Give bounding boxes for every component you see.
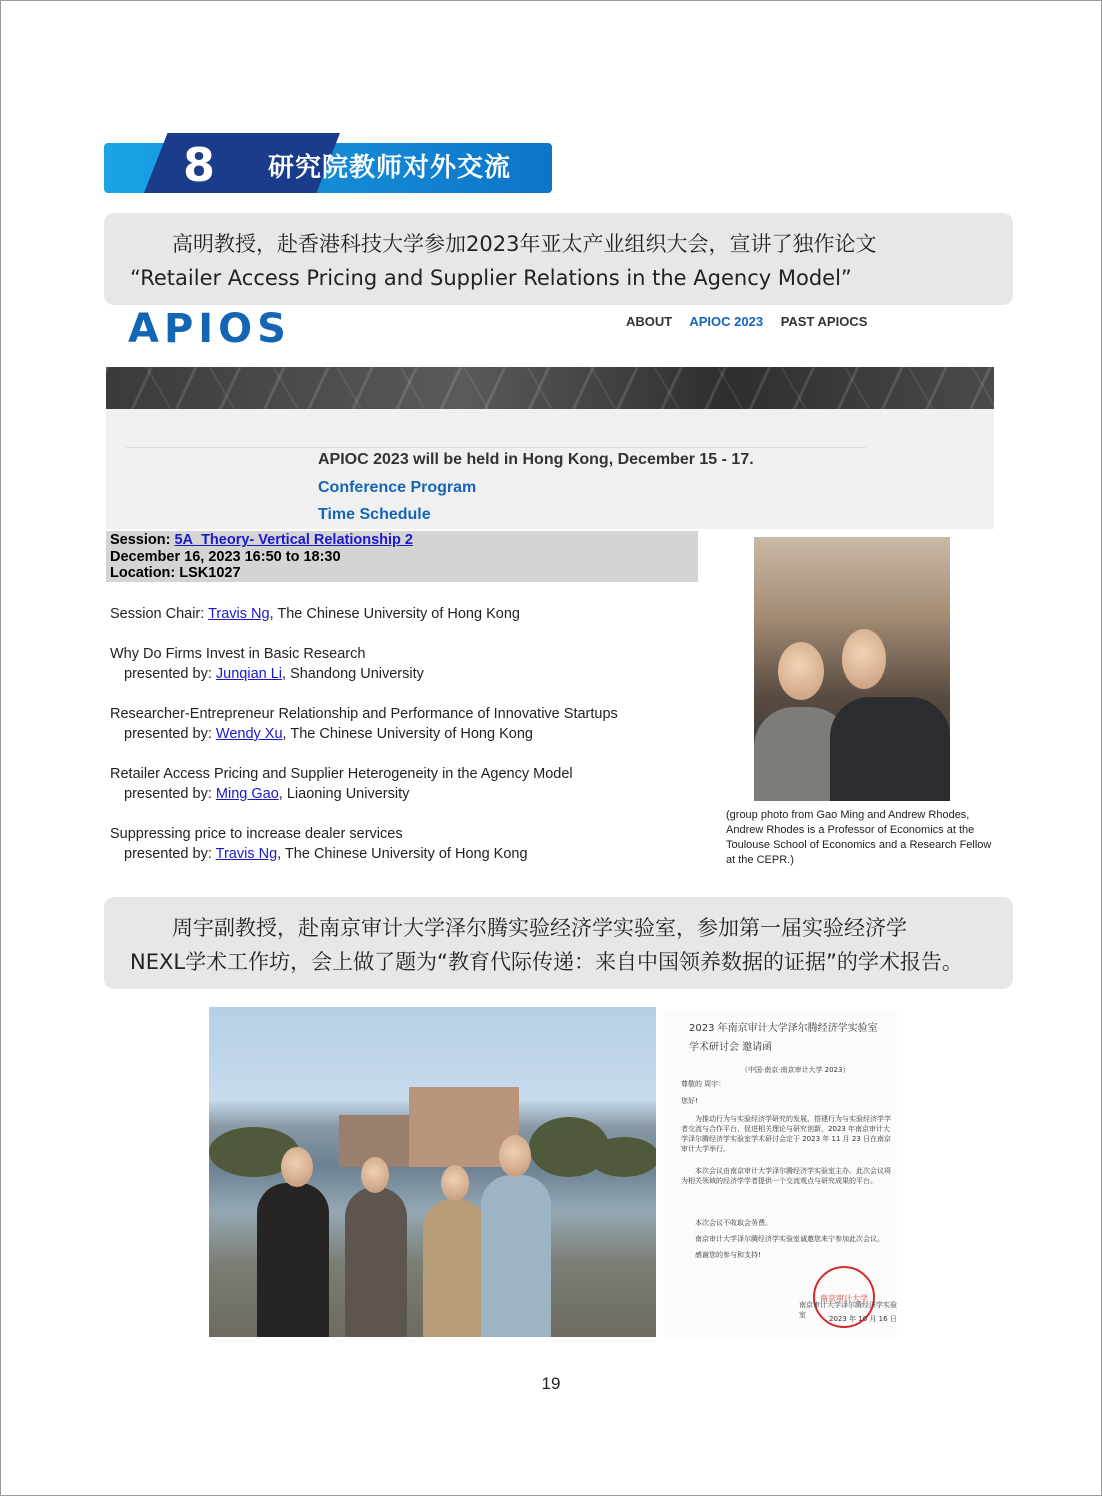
session-date: December 16, 2023 16:50 to 18:30 [110,548,341,565]
person [345,1187,407,1337]
paper-title: Retailer Access Pricing and Supplier Heterogeneity in the Agency Model [110,766,573,782]
person [257,1183,329,1337]
letter-paragraph: 南京审计大学泽尔腾经济学实验室诚邀您来宁参加此次会议。 [695,1235,884,1243]
paper-title: Researcher-Entrepreneur Relationship and Performance of Innovative Startups [110,706,618,722]
person [423,1199,487,1337]
apios-nav-about[interactable]: ABOUT [626,314,673,329]
apios-announcement-panel [106,409,994,529]
paper-title: Suppressing price to increase dealer services [110,826,403,842]
section-title: 研究院教师对外交流 [268,153,512,183]
letter-greeting: 您好! [681,1097,698,1105]
conference-program-link[interactable]: Conference Program [318,479,477,496]
session-chair-label: Session Chair: [110,606,209,622]
apios-logo: APIOS [128,306,291,352]
section-number: 8 [182,138,215,192]
presented-by-label: presented by: [124,666,216,682]
letter-signature: 南京审计大学泽尔腾经济学实验室 [799,1301,897,1319]
letter-paragraph: 本次会议不收取会务费。 [695,1219,772,1227]
presenter-link[interactable]: Ming Gao [215,786,279,802]
presented-by-label: presented by: [124,846,216,862]
apios-nav-apioc-2023[interactable]: APIOC 2023 [689,314,764,329]
person-head [281,1147,313,1187]
callout-gao-ming [104,213,1013,305]
letter-paragraph: 本次会议由南京审计大学泽尔腾经济学实验室主办。此次会议将为相关领域的经济学学者提供一个交流观点与研究成果的平台。 [681,1167,891,1185]
paper-item [110,764,573,804]
paper-title: Why Do Firms Invest in Basic Research [110,646,366,662]
photo-caption: (group photo from Gao Ming and Andrew Rhodes, Andrew Rhodes is a Professor of Economics at the Toulouse School of Economics and a Research Fellow at the CEPR.) [726,809,992,866]
callout-1-line-2: “Retailer Access Pricing and Supplier Relations in the Agency Model” [130,266,852,290]
person-body [830,697,950,801]
paper-item [110,644,424,684]
letter-salutation: 尊敬的 周宇： [681,1080,726,1088]
paper-item [110,824,528,864]
callout-zhou-yu [104,897,1013,989]
letter-paragraph: 感谢您的参与和支持! [695,1251,761,1259]
letter-paragraph: 为推动行为与实验经济学研究的发展，搭建行为与实验经济学学者交流与合作平台，促进相关理论与研究创新，2023 年南京审计大学泽尔腾经济学实验室学术研讨会定于 2023 年 11 月 23 日在南京审计大学举行。 [681,1115,891,1153]
presenter-link[interactable]: Wendy Xu [215,726,283,742]
apios-announcement: APIOC 2023 will be held in Hong Kong, December 15 - 17. [318,451,754,468]
official-seal: 南京审计大学 [813,1266,875,1328]
letter-date: 2023 年 10 月 16 日 [829,1315,897,1323]
presented-by-label: presented by: [124,786,216,802]
presenter-affil: , The Chinese University of Hong Kong [277,846,528,862]
section-header [104,133,552,193]
apios-nav-past-apiocs[interactable]: PAST APIOCS [780,314,868,329]
session-header [106,531,698,582]
callout-2-line-2: NEXL学术工作坊，会上做了题为“教育代际传递：来自中国领养数据的证据”的学术报告。 [130,950,963,974]
apios-nav [626,314,881,329]
letter-title: 2023 年南京审计大学泽尔腾经济学实验室 [689,1023,878,1034]
invitation-letter [663,1010,897,1338]
group-photo-nanjing [209,1007,656,1337]
person-head [361,1157,389,1193]
presenter-affil: , Liaoning University [278,786,410,802]
page-number: 19 [541,1374,561,1393]
session-chair [110,604,520,624]
person [481,1175,551,1337]
session-chair-link[interactable]: Travis Ng [208,606,270,622]
presenter-link[interactable]: Junqian Li [215,666,283,682]
session-chair-affil: , The Chinese University of Hong Kong [269,606,520,622]
presented-by-label: presented by: [124,726,216,742]
session-name-link[interactable]: 5A_Theory- Vertical Relationship 2 [174,532,413,548]
person-head [842,629,886,689]
time-schedule-link[interactable]: Time Schedule [318,506,431,523]
paper-item [110,704,618,744]
presenter-link[interactable]: Travis Ng [215,846,278,862]
group-photo-gao-rhodes [754,537,950,801]
apios-banner-image [106,367,994,409]
person-head [778,642,824,700]
letter-place: （中国·南京·南京审计大学 2023） [741,1066,850,1074]
letter-subtitle: 学术研讨会 邀请函 [689,1042,773,1053]
session-label: Session: [110,532,175,548]
presenter-affil: , Shandong University [282,666,424,682]
presenter-affil: , The Chinese University of Hong Kong [282,726,533,742]
callout-1-line-1: 高明教授，赴香港科技大学参加2023年亚太产业组织大会，宣讲了独作论文 [172,232,877,256]
callout-2-line-1: 周宇副教授，赴南京审计大学泽尔腾实验经济学实验室，参加第一届实验经济学 [172,916,907,940]
person-head [441,1165,469,1201]
divider [126,447,866,448]
person-head [499,1135,531,1177]
tree [589,1137,656,1177]
session-location: Location: LSK1027 [110,565,241,581]
